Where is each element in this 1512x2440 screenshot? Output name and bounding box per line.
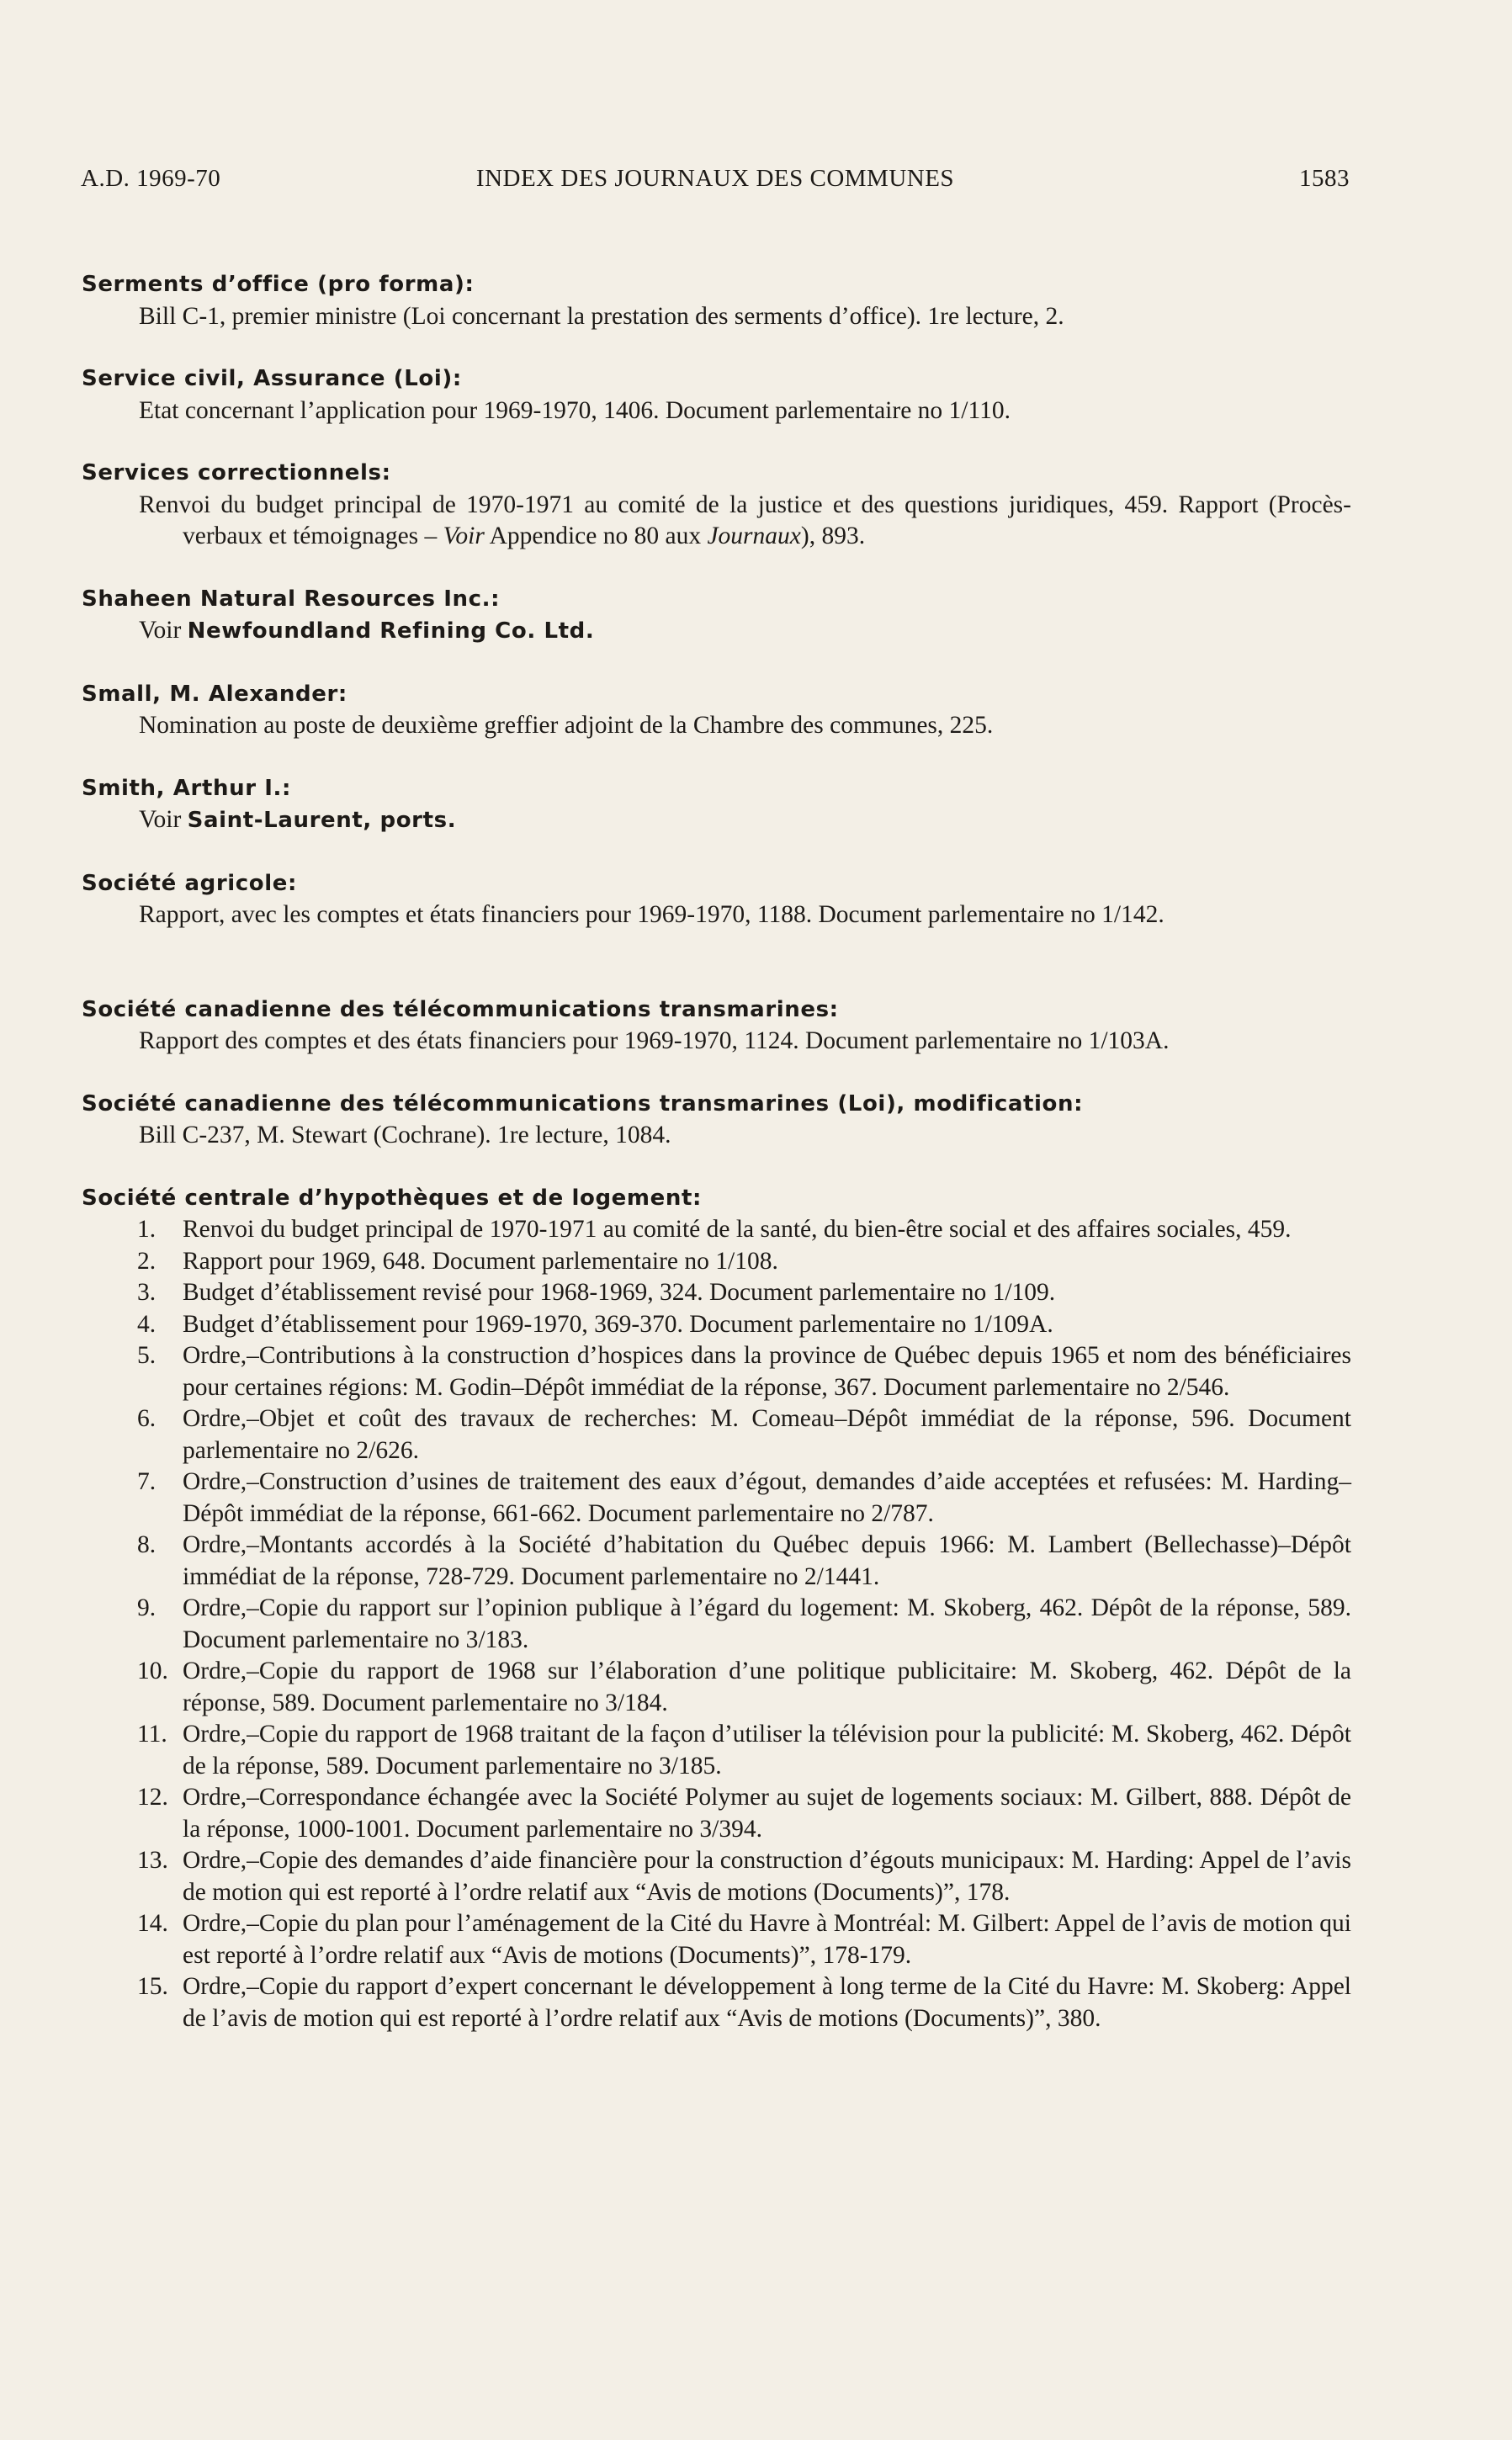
- entry-italic-voir: Voir: [443, 522, 485, 549]
- item-text: Ordre,–Copie du rapport sur l’opinion publique à l’égard du logement: M. Skoberg, 462. Dépôt de la réponse, 589. Document parlementaire no 3/183.: [183, 1594, 1351, 1653]
- see-prefix: Voir: [139, 806, 188, 833]
- item-number: 5.: [137, 1342, 157, 1369]
- entry-text: [139, 615, 1351, 648]
- header-title: INDEX DES JOURNAUX DES COMMUNES: [475, 165, 955, 192]
- index-entry: [82, 584, 1351, 648]
- item-number: 2.: [137, 1247, 157, 1275]
- index-entry: [82, 995, 1351, 1058]
- index-entry: [82, 868, 1351, 931]
- item-number: 15.: [137, 1973, 168, 2000]
- cross-reference: Newfoundland Refining Co. Ltd.: [187, 618, 595, 644]
- entry-heading: Société canadienne des télécommunications transmarines (Loi), modification:: [82, 1090, 1084, 1117]
- index-entry: [82, 773, 1351, 837]
- running-head: [81, 165, 1350, 207]
- numbered-list: [82, 1214, 1351, 2034]
- entry-heading: Services correctionnels:: [82, 460, 391, 485]
- list-item: [82, 1593, 1351, 1656]
- item-number: 9.: [137, 1594, 157, 1621]
- list-item: [82, 1277, 1351, 1309]
- entry-heading: Service civil, Assurance (Loi):: [82, 366, 462, 391]
- entry-text-part: Appendice no 80 aux: [484, 522, 708, 549]
- item-text: Ordre,–Objet et coût des travaux de recherches: M. Comeau–Dépôt immédiat de la réponse, 596. Document parlementaire no 2/626.: [183, 1405, 1351, 1464]
- item-number: 11.: [137, 1721, 167, 1748]
- header-year: A.D. 1969-70: [81, 165, 221, 192]
- entry-text: Nomination au poste de deuxième greffier adjoint de la Chambre des communes, 225.: [139, 712, 994, 739]
- item-text: Ordre,–Construction d’usines de traitement des eaux d’égout, demandes d’aide acceptées et refusées: M. Harding–Dépôt immédiat de la réponse, 661-662. Document parlementaire no 2/787.: [183, 1468, 1351, 1527]
- list-item: [82, 1309, 1351, 1341]
- entry-text: Rapport, avec les comptes et états financiers pour 1969-1970, 1188. Document parlementaire no 1/142.: [139, 901, 1165, 928]
- entry-heading: Small, M. Alexander:: [82, 681, 347, 707]
- entry-text: Rapport des comptes et des états financiers pour 1969-1970, 1124. Document parlementaire no 1/103A.: [139, 1027, 1170, 1054]
- item-text: Ordre,–Copie du rapport de 1968 sur l’élaboration d’une politique publicitaire: M. Skoberg, 462. Dépôt de la réponse, 589. Document parlementaire no 3/184.: [183, 1658, 1351, 1716]
- item-number: 3.: [137, 1279, 157, 1306]
- list-item: [82, 1403, 1351, 1467]
- see-prefix: Voir: [139, 617, 188, 644]
- item-number: 10.: [137, 1658, 168, 1684]
- item-text: Ordre,–Correspondance échangée avec la Société Polymer au sujet de logements sociaux: M. Gilbert, 888. Dépôt de la réponse, 1000-1001. Document parlementaire no 3/394.: [183, 1784, 1351, 1843]
- list-item: [82, 1656, 1351, 1719]
- entry-heading: Société canadienne des télécommunications transmarines:: [82, 996, 839, 1022]
- list-item: [82, 1782, 1351, 1845]
- list-item: [82, 1845, 1351, 1908]
- item-number: 12.: [137, 1784, 168, 1811]
- entry-text: [139, 804, 1351, 837]
- item-number: 4.: [137, 1310, 157, 1338]
- item-number: 8.: [137, 1531, 157, 1558]
- entry-heading: Société centrale d’hypothèques et de logement:: [82, 1185, 702, 1211]
- entry-text: [139, 490, 1351, 553]
- index-entry: [82, 679, 1351, 742]
- list-item: [82, 1530, 1351, 1593]
- list-item: [82, 1214, 1351, 1246]
- list-item: [82, 1908, 1351, 1971]
- index-content: [82, 269, 1351, 2066]
- entry-text-part: Renvoi du budget principal de 1970-1971 au comité de la justice et des questions juridiques, 459. Rapport (Procès-verbaux et témoignages –: [139, 491, 1351, 549]
- item-text: Ordre,–Copie du rapport d’expert concernant le développement à long terme de la Cité du Havre: M. Skoberg: Appel de l’avis de motion qui est reporté à l’ordre relatif aux “Avis de motions (Documents)”, 380.: [183, 1973, 1351, 2032]
- entry-text: Bill C-237, M. Stewart (Cochrane). 1re lecture, 1084.: [139, 1122, 671, 1148]
- page-number: 1583: [1299, 165, 1350, 192]
- entry-heading: Shaheen Natural Resources Inc.:: [82, 586, 501, 612]
- item-text: Ordre,–Copie du plan pour l’aménagement de la Cité du Havre à Montréal: M. Gilbert: Appel de l’avis de motion qui est reporté à l’ordre relatif aux “Avis de motions (Documents)”, 178-179.: [183, 1910, 1351, 1969]
- item-text: Ordre,–Copie des demandes d’aide financière pour la construction d’égouts municipaux: M. Harding: Appel de l’avis de motion qui est reporté à l’ordre relatif aux “Avis de motions (Documents)”, 178.: [183, 1847, 1351, 1906]
- item-number: 14.: [137, 1910, 168, 1937]
- item-number: 1.: [137, 1216, 157, 1243]
- list-item: [82, 1971, 1351, 2034]
- index-entry: [82, 363, 1351, 427]
- list-item: [82, 1467, 1351, 1530]
- index-entry: [82, 1183, 1351, 2035]
- item-text: Budget d’établissement pour 1969-1970, 369-370. Document parlementaire no 1/109A.: [183, 1310, 1053, 1338]
- list-item: [82, 1246, 1351, 1278]
- item-text: Rapport pour 1969, 648. Document parlementaire no 1/108.: [183, 1247, 778, 1275]
- entry-text: Bill C-1, premier ministre (Loi concernant la prestation des serments d’office). 1re lecture, 2.: [139, 302, 1064, 330]
- list-item: [82, 1719, 1351, 1782]
- item-text: Renvoi du budget principal de 1970-1971 au comité de la santé, du bien-être social et des affaires sociales, 459.: [183, 1216, 1292, 1243]
- entry-text-part: ), 893.: [800, 522, 866, 549]
- item-text: Ordre,–Montants accordés à la Société d’habitation du Québec depuis 1966: M. Lambert (Bellechasse)–Dépôt immédiat de la réponse, 728-729. Document parlementaire no 2/1441.: [183, 1531, 1351, 1590]
- entry-heading: Serments d’office (pro forma):: [82, 272, 475, 297]
- list-item: [82, 1340, 1351, 1403]
- index-entry: [82, 269, 1351, 332]
- item-number: 7.: [137, 1468, 157, 1495]
- entry-heading: Smith, Arthur I.:: [82, 775, 292, 801]
- entry-heading: Société agricole:: [82, 870, 297, 896]
- item-text: Ordre,–Contributions à la construction d’hospices dans la province de Québec depuis 1965 et nom des bénéficiaires pour certaines régions: M. Godin–Dépôt immédiat de la réponse, 367. Document parlementaire no 2/546.: [183, 1342, 1351, 1401]
- index-entry: [82, 458, 1351, 553]
- item-text: Budget d’établissement revisé pour 1968-1969, 324. Document parlementaire no 1/109.: [183, 1279, 1056, 1306]
- index-entry: [82, 1089, 1351, 1152]
- item-number: 13.: [137, 1847, 168, 1874]
- item-text: Ordre,–Copie du rapport de 1968 traitant de la façon d’utiliser la télévision pour la publicité: M. Skoberg, 462. Dépôt de la réponse, 589. Document parlementaire no 3/185.: [183, 1721, 1351, 1780]
- cross-reference: Saint-Laurent, ports.: [187, 808, 457, 833]
- item-number: 6.: [137, 1405, 157, 1432]
- entry-text: Etat concernant l’application pour 1969-1970, 1406. Document parlementaire no 1/110.: [139, 396, 1011, 424]
- entry-italic-journaux: Journaux: [707, 522, 801, 549]
